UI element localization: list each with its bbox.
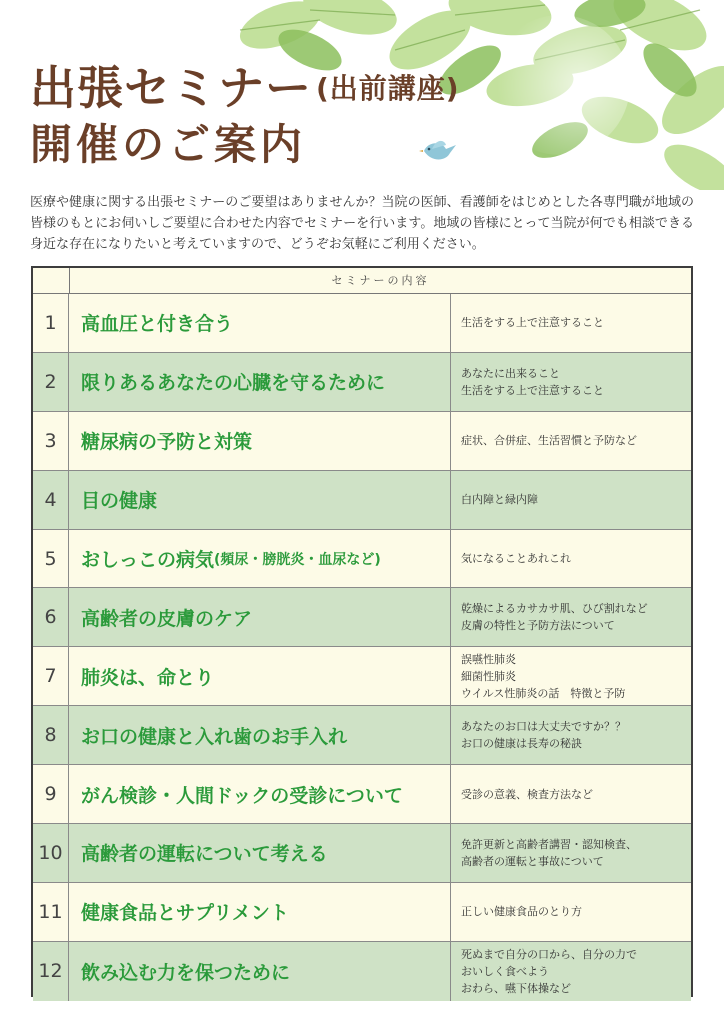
- row-description: [451, 883, 691, 941]
- row-title-text: 健康食品とサプリメント: [81, 902, 289, 925]
- row-title: [69, 647, 451, 705]
- row-title: [69, 824, 451, 882]
- row-number: 2: [33, 353, 69, 411]
- table-row: [33, 471, 691, 530]
- page-title: [30, 52, 460, 118]
- row-number: 3: [33, 412, 69, 470]
- row-description-line: 免許更新と高齢者講習・認知検査、: [461, 837, 637, 851]
- row-title-text: 高齢者の運転について考える: [81, 843, 328, 866]
- row-description-line: 生活をする上で注意すること: [461, 316, 604, 330]
- table-header-num: [33, 268, 70, 293]
- row-title-text: 限りあるあなたの心臓を守るために: [81, 372, 386, 395]
- row-title: [69, 765, 451, 823]
- row-title: [69, 530, 451, 588]
- row-title-text: おしっこの病気: [81, 549, 215, 571]
- row-description-line: 気になることあれこれ: [461, 552, 571, 565]
- row-description-line: あなたに出来ること: [461, 366, 560, 380]
- table-row: [33, 294, 691, 353]
- row-description-line: 誤嚥性肺炎: [461, 652, 516, 666]
- row-number: 11: [33, 883, 69, 941]
- row-number: 5: [33, 530, 69, 588]
- table-row: [33, 530, 691, 589]
- row-description-line: 生活をする上で注意すること: [461, 383, 604, 397]
- row-description: [451, 765, 691, 823]
- row-description: [451, 942, 691, 1001]
- row-description: [451, 471, 691, 529]
- row-description: [451, 353, 691, 411]
- row-title-text: 糖尿病の予防と対策: [81, 431, 253, 454]
- table-row: [33, 647, 691, 706]
- table-row: [33, 588, 691, 647]
- row-description-line: 正しい健康食品のとり方: [461, 905, 582, 919]
- row-title: [69, 412, 451, 470]
- row-description-line: ウイルス性肺炎の話 特徴と予防: [461, 686, 626, 700]
- row-title-text: 目の健康: [81, 490, 158, 513]
- row-title-text: 高齢者の皮膚のケア: [81, 607, 253, 630]
- header-banner: [0, 0, 724, 190]
- table-row: [33, 824, 691, 883]
- table-row: [33, 412, 691, 471]
- row-description-line: 皮膚の特性と予防方法について: [461, 619, 615, 633]
- row-title: [69, 942, 451, 1001]
- row-number: 6: [33, 588, 69, 646]
- row-description: [451, 706, 691, 764]
- intro-text: 医療や健康に関する出張セミナーのご要望はありませんか？当院の医師、看護師をはじめとした各専門職が地域の皆様のもとにお伺いしご要望に合わせた内容でセミナーを行います。地域の皆様にとって当院が何でも相談できる身近な存在になりたいと考えていますので、どうぞお気軽にご利用ください。: [30, 195, 694, 252]
- row-description-line: 受診の意義、検査方法など: [461, 787, 593, 801]
- row-number: 7: [33, 647, 69, 705]
- row-description: [451, 412, 691, 470]
- row-title: [69, 353, 451, 411]
- title-sub: (出前講座): [316, 72, 460, 105]
- row-description: [451, 588, 691, 646]
- row-description-line: お口の健康は長寿の秘訣: [461, 737, 582, 751]
- row-title: [69, 706, 451, 764]
- row-number: 1: [33, 294, 69, 352]
- row-number: 10: [33, 824, 69, 882]
- table-row: [33, 942, 691, 1001]
- row-description-line: 高齢者の運転と事故について: [461, 854, 604, 868]
- table-row: [33, 706, 691, 765]
- row-number: 4: [33, 471, 69, 529]
- seminar-table: [31, 266, 693, 997]
- row-description-line: おわら、嚥下体操など: [461, 981, 571, 995]
- row-title: [69, 588, 451, 646]
- row-title: [69, 883, 451, 941]
- table-row: [33, 353, 691, 412]
- row-number: 9: [33, 765, 69, 823]
- row-description: [451, 530, 691, 588]
- bird-icon: [418, 135, 458, 165]
- row-title-text: がん検診・人間ドックの受診について: [81, 784, 403, 807]
- row-title: [69, 471, 451, 529]
- row-title-text: 高血圧と付き合う: [81, 313, 234, 336]
- row-description-line: 症状、合併症、生活習慣と予防など: [461, 434, 637, 448]
- row-number: 8: [33, 706, 69, 764]
- row-title-text: 肺炎は、命とり: [81, 666, 215, 689]
- table-header-label: セミナーの内容: [331, 274, 430, 287]
- row-description: [451, 294, 691, 352]
- table-row: [33, 883, 691, 942]
- row-description-line: 乾燥によるカサカサ肌、ひび割れなど: [461, 602, 648, 616]
- title-main: 出張セミナー: [30, 61, 312, 115]
- row-title-text: お口の健康と入れ歯のお手入れ: [81, 725, 348, 748]
- table-rows: [33, 294, 691, 1001]
- page-subtitle: 開催のご案内: [30, 120, 307, 169]
- table-row: [33, 765, 691, 824]
- row-description: [451, 824, 691, 882]
- row-title-note: (頻尿・膀胱炎・血尿など): [214, 551, 381, 568]
- row-title-text: 飲み込む力を保つために: [81, 961, 291, 984]
- row-number: 12: [33, 942, 69, 1001]
- row-description-line: あなたのお口は大丈夫ですか？？: [461, 720, 626, 734]
- row-description: [451, 647, 691, 705]
- table-header: [33, 268, 691, 294]
- row-description-line: おいしく食べよう: [461, 964, 549, 978]
- row-title: [69, 294, 451, 352]
- row-description-line: 細菌性肺炎: [461, 669, 516, 683]
- row-description-line: 白内障と緑内障: [461, 493, 538, 507]
- row-description-line: 死ぬまで自分の口から、自分の力で: [461, 947, 637, 961]
